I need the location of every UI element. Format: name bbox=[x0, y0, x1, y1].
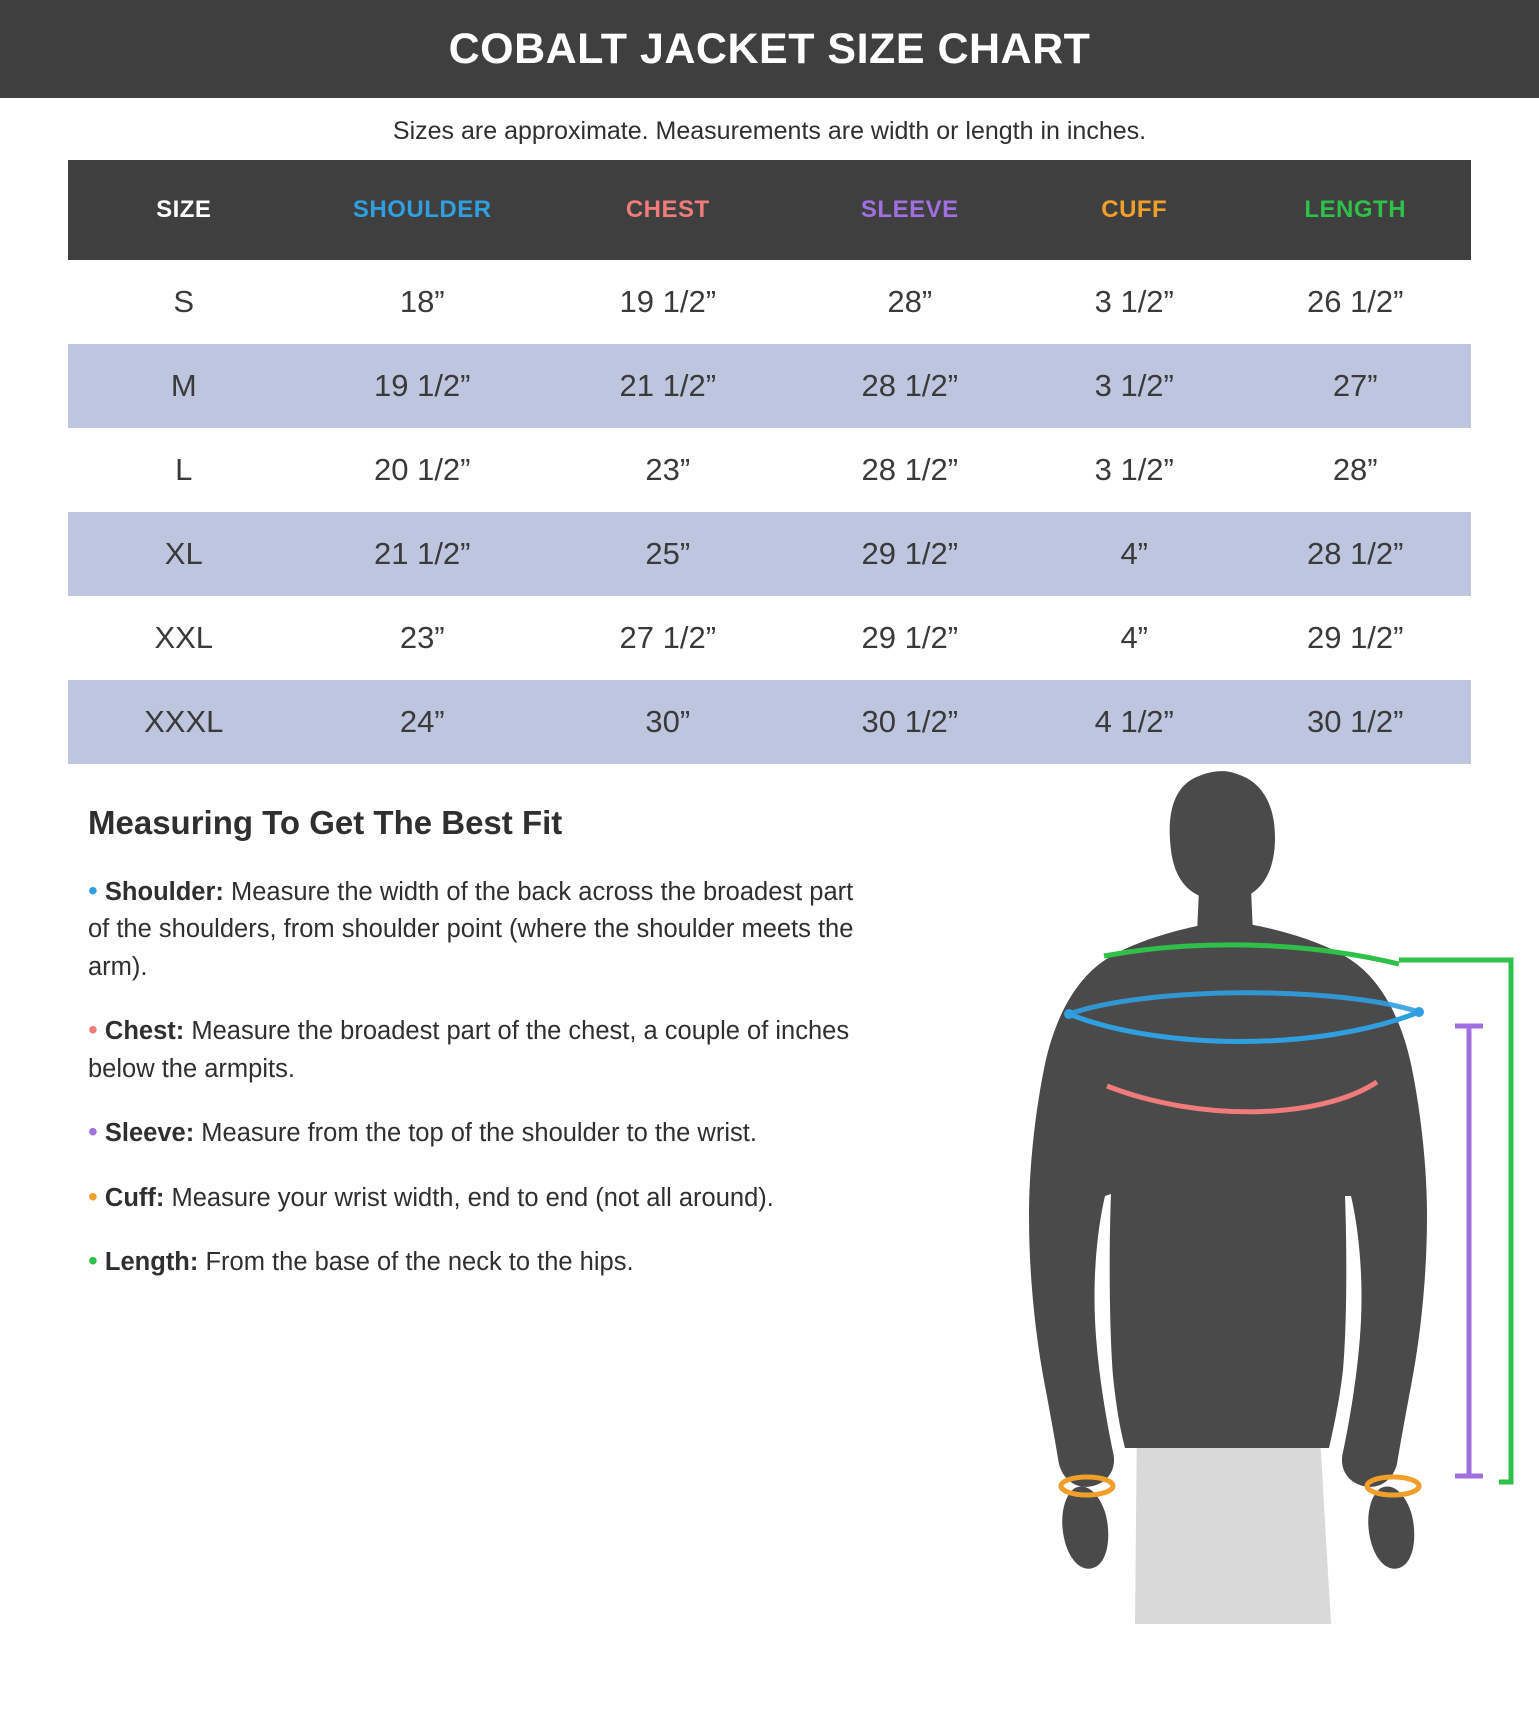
note-text: Measure the broadest part of the chest, a couple of inches below the armpits. bbox=[88, 1017, 850, 1083]
cell-shoulder: 23” bbox=[399, 620, 445, 655]
table-row bbox=[68, 344, 1471, 428]
cell-cuff: 3 1/2” bbox=[1029, 344, 1239, 428]
bullet-icon: • bbox=[88, 1116, 98, 1148]
cell-chest: 25” bbox=[545, 512, 791, 596]
cell-cuff: 4” bbox=[1120, 620, 1149, 655]
note-term: Sleeve: bbox=[104, 1119, 195, 1148]
note-chest bbox=[88, 1013, 878, 1088]
cell-size: S bbox=[173, 284, 195, 319]
table-row bbox=[68, 260, 1471, 344]
note-term: Cuff: bbox=[104, 1183, 165, 1212]
measurement-diagram bbox=[899, 764, 1539, 1624]
table-row bbox=[68, 680, 1471, 764]
size-table bbox=[68, 160, 1471, 764]
cell-chest: 23” bbox=[645, 452, 691, 487]
table-row bbox=[68, 512, 1471, 596]
note-term: Shoulder: bbox=[104, 878, 224, 906]
cell-length: 30 1/2” bbox=[1239, 680, 1471, 764]
cell-length: 26 1/2” bbox=[1306, 284, 1404, 319]
cell-cuff: 3 1/2” bbox=[1094, 452, 1174, 487]
note-text: Measure from the top of the shoulder to the wrist. bbox=[194, 1119, 757, 1148]
bullet-icon: • bbox=[88, 1245, 98, 1277]
cell-shoulder: 18” bbox=[399, 284, 445, 319]
note-shoulder bbox=[88, 874, 878, 986]
column-header-cuff: CUFF bbox=[1029, 160, 1239, 260]
cell-shoulder: 19 1/2” bbox=[299, 344, 545, 428]
cell-cuff: 4 1/2” bbox=[1029, 680, 1239, 764]
blue-band-endpoint bbox=[1064, 1009, 1074, 1019]
cell-length: 28” bbox=[1332, 452, 1378, 487]
size-table-wrap bbox=[0, 160, 1539, 764]
column-header-chest: CHEST bbox=[545, 160, 791, 260]
cell-cuff: 4” bbox=[1029, 512, 1239, 596]
measuring-notes bbox=[0, 794, 880, 1309]
cell-length: 27” bbox=[1239, 344, 1471, 428]
table-body bbox=[68, 260, 1471, 764]
note-text: Measure your wrist width, end to end (not all around). bbox=[164, 1183, 774, 1212]
note-term: Length: bbox=[104, 1248, 199, 1277]
cell-size: XXXL bbox=[68, 680, 299, 764]
right-hand-shape bbox=[1368, 1486, 1414, 1568]
cell-chest: 19 1/2” bbox=[619, 284, 717, 319]
cell-sleeve: 29 1/2” bbox=[791, 512, 1030, 596]
cell-length: 28 1/2” bbox=[1239, 512, 1471, 596]
cell-chest: 21 1/2” bbox=[545, 344, 791, 428]
cell-chest: 27 1/2” bbox=[619, 620, 717, 655]
column-header-sleeve: SLEEVE bbox=[791, 160, 1030, 260]
title-bar bbox=[0, 0, 1539, 98]
note-term: Chest: bbox=[104, 1017, 185, 1046]
table-row bbox=[68, 428, 1471, 512]
note-text: Measure the width of the back across the broadest part of the shoulders, from shoulder point (where the shoulder meets the arm). bbox=[88, 878, 854, 981]
cell-shoulder: 24” bbox=[299, 680, 545, 764]
cell-sleeve: 28 1/2” bbox=[791, 344, 1030, 428]
blue-band-endpoint bbox=[1414, 1007, 1424, 1017]
column-header-length: LENGTH bbox=[1239, 160, 1471, 260]
cell-sleeve: 28” bbox=[887, 284, 933, 319]
table-row bbox=[68, 596, 1471, 680]
bullet-icon: • bbox=[88, 1014, 98, 1046]
table-header-row bbox=[68, 160, 1471, 260]
left-hand-shape bbox=[1062, 1486, 1108, 1568]
pants-shape bbox=[1135, 1419, 1331, 1624]
head-shape bbox=[1170, 771, 1275, 901]
page-subtitle: Sizes are approximate. Measurements are width or length in inches. bbox=[392, 117, 1147, 145]
cell-sleeve: 29 1/2” bbox=[861, 620, 959, 655]
notes-heading: Measuring To Get The Best Fit bbox=[88, 804, 563, 841]
cell-size: XXL bbox=[154, 620, 214, 655]
cell-shoulder: 20 1/2” bbox=[373, 452, 471, 487]
cell-chest: 30” bbox=[545, 680, 791, 764]
cell-cuff: 3 1/2” bbox=[1094, 284, 1174, 319]
page-title: COBALT JACKET SIZE CHART bbox=[448, 24, 1091, 73]
cell-length: 29 1/2” bbox=[1306, 620, 1404, 655]
note-cuff bbox=[88, 1180, 878, 1217]
bullet-icon: • bbox=[88, 1180, 98, 1212]
cell-shoulder: 21 1/2” bbox=[299, 512, 545, 596]
lower-section bbox=[0, 764, 1539, 1309]
column-header-size: SIZE bbox=[68, 160, 299, 260]
note-sleeve bbox=[88, 1115, 878, 1152]
cell-size: XL bbox=[68, 512, 299, 596]
cell-sleeve: 30 1/2” bbox=[791, 680, 1030, 764]
note-text: From the base of the neck to the hips. bbox=[198, 1248, 634, 1277]
note-length bbox=[88, 1244, 878, 1281]
bullet-icon: • bbox=[88, 875, 98, 906]
table-header bbox=[68, 160, 1471, 260]
column-header-shoulder: SHOULDER bbox=[299, 160, 545, 260]
cell-sleeve: 28 1/2” bbox=[861, 452, 959, 487]
cell-size: L bbox=[175, 452, 193, 487]
cell-size: M bbox=[68, 344, 299, 428]
